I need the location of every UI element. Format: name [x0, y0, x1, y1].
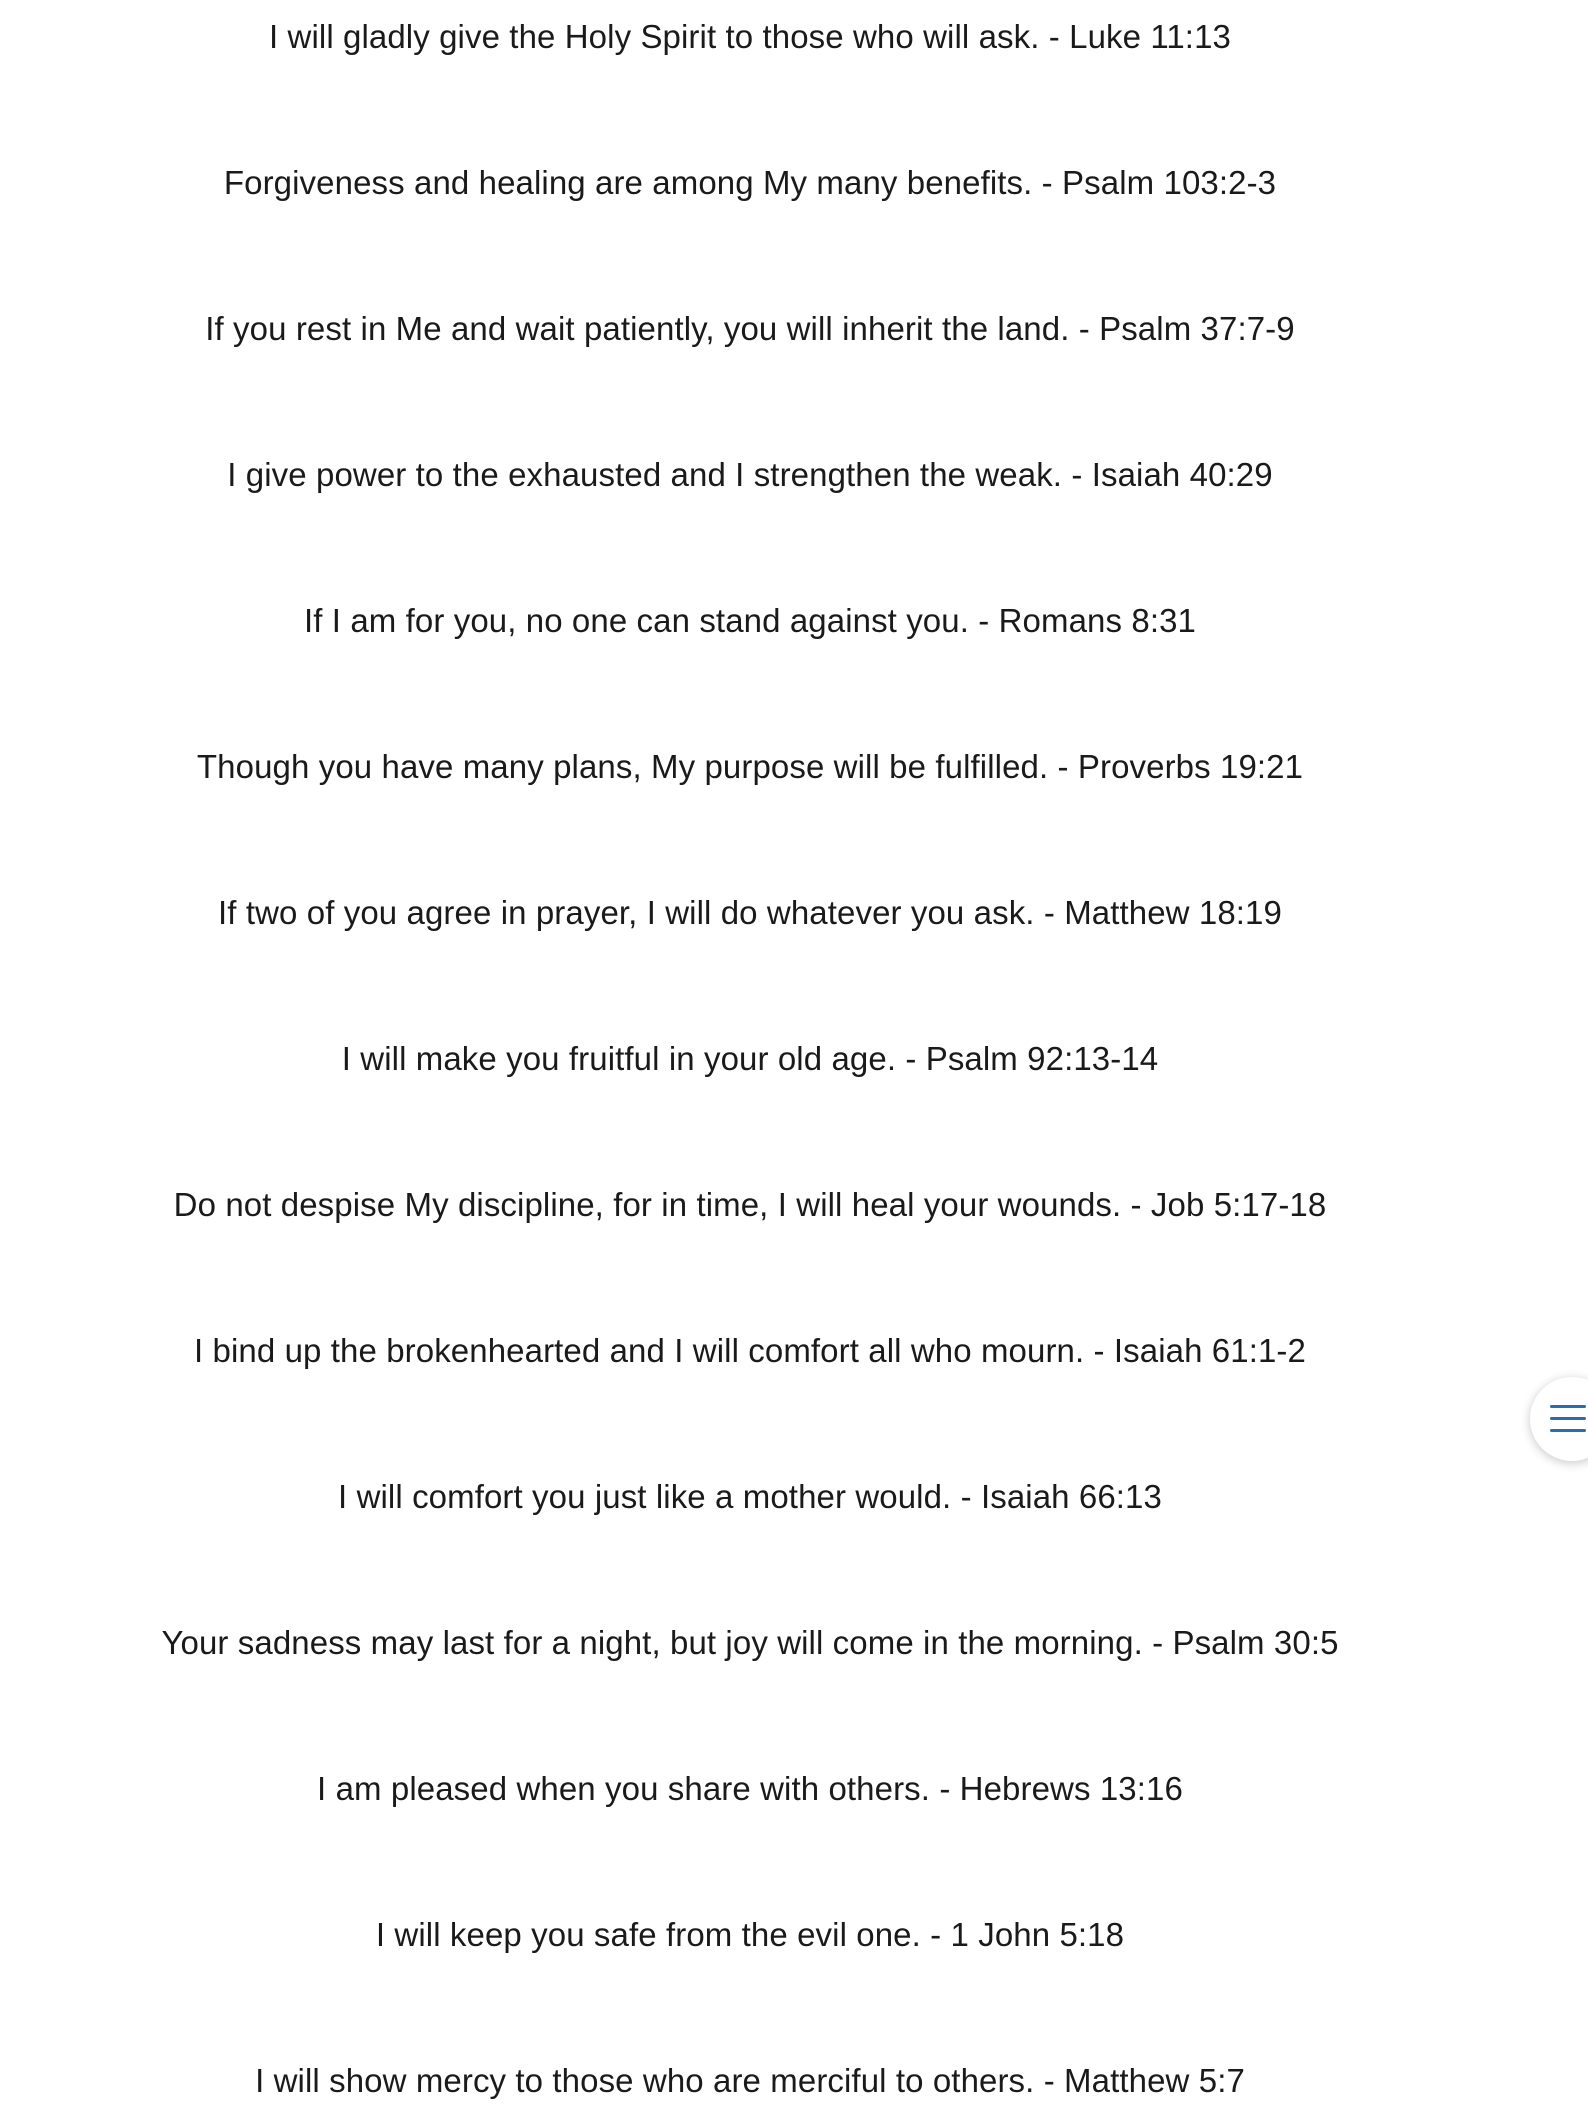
verse-line: I will show mercy to those who are merciful to others. - Matthew 5:7: [255, 2062, 1245, 2099]
verse-line: If I am for you, no one can stand against you. - Romans 8:31: [303, 602, 1196, 639]
verse-line: Forgiveness and healing are among My many benefits. - Psalm 103:2-3: [223, 164, 1277, 201]
menu-button[interactable]: [1530, 1377, 1588, 1461]
verse-line: If two of you agree in prayer, I will do whatever you ask. - Matthew 18:19: [218, 894, 1282, 931]
verse-line: I will keep you safe from the evil one. - 1 John 5:18: [375, 1916, 1125, 1953]
verse-line: Your sadness may last for a night, but joy will come in the morning. - Psalm 30:5: [161, 1624, 1339, 1661]
verse-line: I will gladly give the Holy Spirit to those who will ask. - Luke 11:13: [268, 18, 1231, 55]
verse-line: If you rest in Me and wait patiently, you will inherit the land. - Psalm 37:7-9: [205, 310, 1295, 347]
verse-line: I bind up the brokenhearted and I will comfort all who mourn. - Isaiah 61:1-2: [194, 1332, 1306, 1369]
verse-line: I am pleased when you share with others. - Hebrews 13:16: [317, 1770, 1183, 1807]
verse-line: Though you have many plans, My purpose will be fulfilled. - Proverbs 19:21: [196, 748, 1304, 785]
hamburger-menu-icon: [1550, 1403, 1586, 1435]
verse-line: I will make you fruitful in your old age. - Psalm 92:13-14: [341, 1040, 1159, 1077]
verse-line: Do not despise My discipline, for in time, I will heal your wounds. - Job 5:17-18: [173, 1186, 1327, 1223]
verse-line: I will comfort you just like a mother would. - Isaiah 66:13: [338, 1478, 1162, 1515]
verse-line: I give power to the exhausted and I strengthen the weak. - Isaiah 40:29: [227, 456, 1273, 493]
